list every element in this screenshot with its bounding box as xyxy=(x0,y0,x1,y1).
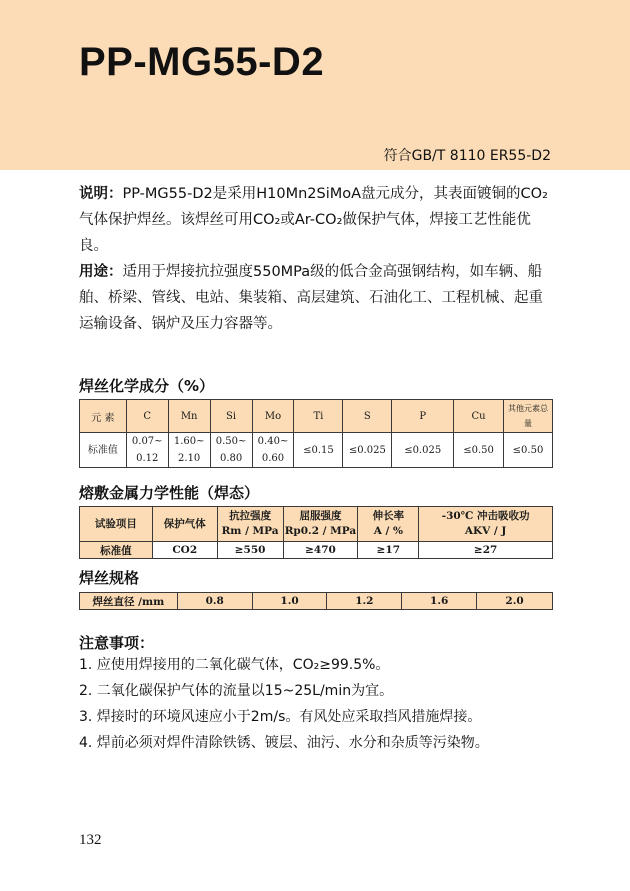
usage-label: 用途： xyxy=(79,264,123,280)
mech-header-elongation xyxy=(358,507,419,542)
mech-header-impact xyxy=(419,507,553,542)
mech-row-label: 标准值 xyxy=(80,542,153,559)
chem-value-min: 0.07~ xyxy=(131,436,163,447)
mech-impact-value: ≥27 xyxy=(419,542,553,559)
chem-value-min: 0.40~ xyxy=(257,436,289,447)
spec-label: 焊丝直径 /mm xyxy=(80,593,178,610)
chem-value-cell xyxy=(126,433,168,468)
mech-header-impact-label: -30℃ 冲击吸收功 xyxy=(441,510,530,522)
spec-diameter-cell: 1.6 xyxy=(402,593,477,610)
chem-value-min: 1.60~ xyxy=(173,436,205,447)
mech-header-yield-label: 屈服强度 xyxy=(299,510,342,522)
spec-table xyxy=(79,592,553,610)
chem-row-label: 标准值 xyxy=(80,433,127,468)
chem-value-cell: ≤0.15 xyxy=(294,433,343,468)
chemistry-section-title: 焊丝化学成分（%） xyxy=(79,377,215,395)
chem-value-cell xyxy=(210,433,252,468)
description-label: 说明： xyxy=(79,186,123,202)
list-item: 3. 焊接时的环境风速应小于2m/s。有风处应采取挡风措施焊接。 xyxy=(79,709,482,725)
chem-value-max: 0.12 xyxy=(136,453,159,464)
spec-diameter-cell: 1.0 xyxy=(252,593,327,610)
chem-header-cell: P xyxy=(392,400,454,433)
mech-header-tensile xyxy=(217,507,283,542)
page-number: 132 xyxy=(79,832,102,848)
mech-yield-value: ≥470 xyxy=(283,542,358,559)
mech-header-elongation-label: 伸长率 xyxy=(372,510,405,522)
usage-text: 适用于焊接抗拉强度550MPa级的低合金高强钢结构，如车辆、船舶、桥梁、管线、电站、集装箱、高层建筑、石油化工、工程机械、起重运输设备、锅炉及压力容器等。 xyxy=(79,264,543,332)
chem-value-cell xyxy=(252,433,294,468)
chem-value-max: 0.60 xyxy=(261,453,285,464)
chem-value-cell xyxy=(168,433,210,468)
mech-header-yield xyxy=(283,507,358,542)
mech-header-impact-unit: AKV / J xyxy=(464,525,507,537)
chemistry-header-row xyxy=(80,400,553,433)
page-title: PP-MG55-D2 xyxy=(79,40,325,84)
mech-header-yield-unit: Rp0.2 / MPa xyxy=(284,525,357,537)
mechanical-section-title: 熔敷金属力学性能（焊态） xyxy=(79,484,260,502)
mech-tensile-value: ≥550 xyxy=(217,542,283,559)
chem-header-cell: 元 素 xyxy=(80,400,127,433)
notes-section-title: 注意事项： xyxy=(79,634,155,652)
mech-header-gas: 保护气体 xyxy=(152,507,217,542)
spec-diameter-cell: 1.2 xyxy=(327,593,402,610)
chem-header-cell: Mn xyxy=(168,400,210,433)
chem-header-cell: Si xyxy=(210,400,252,433)
chem-value-cell: ≤0.025 xyxy=(343,433,392,468)
chem-value-max: 0.80 xyxy=(219,453,243,464)
mechanical-table xyxy=(79,506,553,559)
standard-label: 符合GB/T 8110 ER55-D2 xyxy=(383,148,551,164)
chem-header-cell: S xyxy=(343,400,392,433)
spec-section-title: 焊丝规格 xyxy=(79,569,140,587)
chem-value-cell: ≤0.025 xyxy=(392,433,454,468)
chem-header-cell: Cu xyxy=(454,400,504,433)
spec-row xyxy=(80,593,553,610)
chemistry-value-row xyxy=(80,433,553,468)
notes-list xyxy=(79,652,554,756)
list-item: 2. 二氧化碳保护气体的流量以15~25L/min为宜。 xyxy=(79,683,394,699)
description-paragraph xyxy=(79,181,554,259)
list-item: 1. 应使用焊接用的二氧化碳气体，CO₂≥99.5%。 xyxy=(79,657,390,673)
usage-paragraph xyxy=(79,259,554,337)
chem-header-other-elements: 其他元素总量 xyxy=(508,404,548,428)
chem-header-cell: C xyxy=(126,400,168,433)
spec-diameter-cell: 0.8 xyxy=(177,593,252,610)
list-item: 4. 焊前必须对焊件清除铁锈、镀层、油污、水分和杂质等污染物。 xyxy=(79,735,489,751)
chem-value-max: 2.10 xyxy=(178,453,201,464)
chem-value-cell: ≤0.50 xyxy=(454,433,504,468)
chem-header-cell: Mo xyxy=(252,400,294,433)
mech-gas-value: CO2 xyxy=(152,542,217,559)
chemistry-table xyxy=(79,399,553,468)
description-text: PP-MG55-D2是采用H10Mn2SiMoA盘元成分，其表面镀铜的CO₂气体保护焊丝。该焊丝可用CO₂或Ar-CO₂做保护气体，焊接工艺性能优良。 xyxy=(79,186,548,254)
chem-header-cell: Ti xyxy=(294,400,343,433)
chem-value-cell: ≤0.50 xyxy=(504,433,553,468)
mechanical-header-row xyxy=(80,507,553,542)
header-band xyxy=(0,0,630,170)
mech-elongation-value: ≥17 xyxy=(358,542,419,559)
mech-header-tensile-label: 抗拉强度 xyxy=(229,510,272,522)
spec-diameter-cell: 2.0 xyxy=(477,593,553,610)
mech-header-item: 试验项目 xyxy=(80,507,153,542)
mech-header-elongation-unit: A / % xyxy=(373,525,403,537)
chem-value-min: 0.50~ xyxy=(215,436,247,447)
chem-header-cell xyxy=(504,400,553,433)
mech-header-tensile-unit: Rm / MPa xyxy=(221,525,279,537)
mechanical-value-row xyxy=(80,542,553,559)
